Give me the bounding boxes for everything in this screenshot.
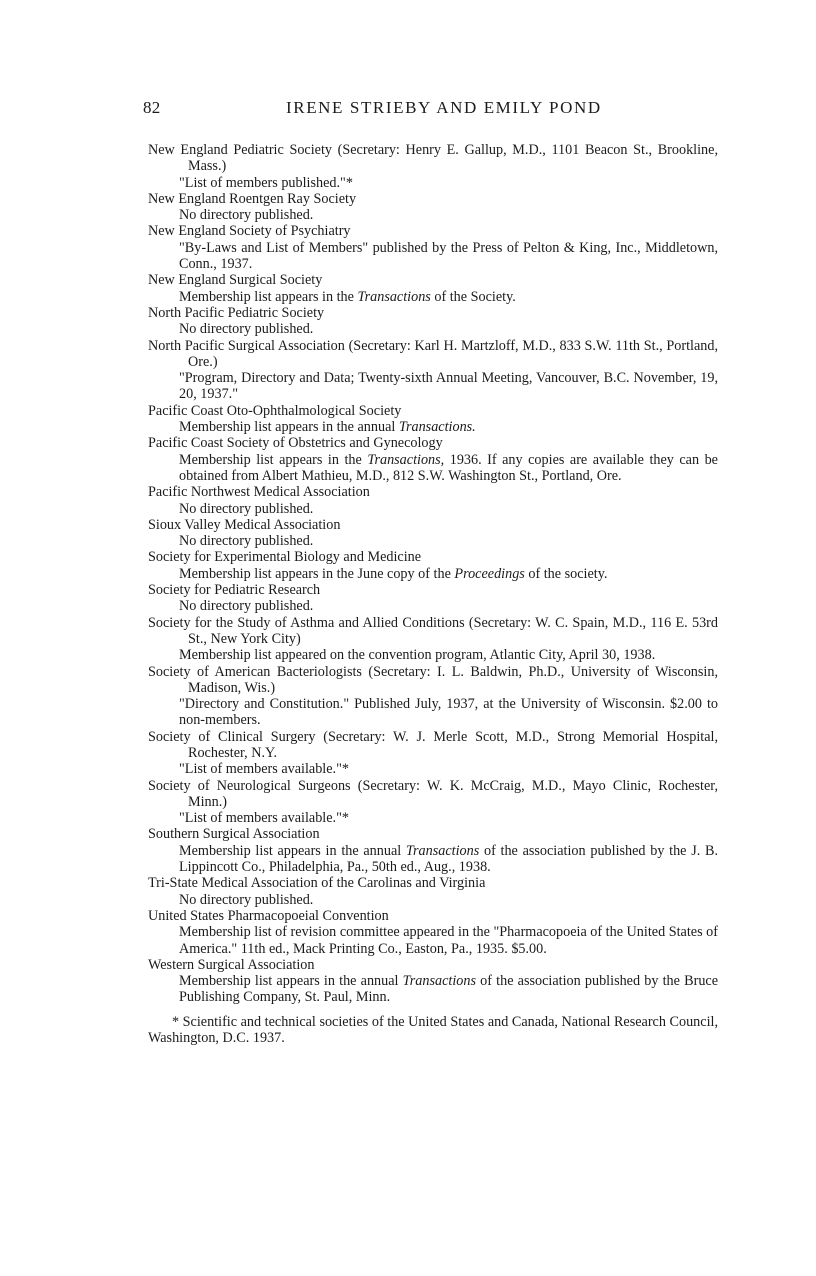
society-name: North Pacific Pediatric Society (148, 304, 325, 321)
running-head (143, 98, 718, 124)
directory-note: Membership list appears in the Transactions of the Society. (179, 288, 516, 305)
list-item (148, 582, 718, 615)
directory-note: No directory published. (179, 891, 314, 908)
list-item (148, 875, 718, 908)
society-name: New England Society of Psychiatry (148, 223, 351, 240)
society-name: New England Surgical Society (148, 272, 323, 289)
footnote: * Scientific and technical societies of the United States and Canada, National Research Council, Washington, D.C. 1937. (148, 1013, 718, 1047)
society-name: Sioux Valley Medical Association (148, 516, 341, 533)
directory-note: "List of members available."* (179, 761, 349, 778)
society-name: Tri-State Medical Association of the Carolinas and Virginia (148, 875, 486, 892)
document-page (143, 98, 719, 1047)
directory-note: No directory published. (179, 533, 314, 550)
society-name: Society of Neurological Surgeons (Secretary: W. K. McCraig, M.D., Mayo Clinic, Rochester, Minn.) (148, 777, 718, 810)
list-item (148, 142, 718, 191)
list-item (148, 272, 718, 305)
list-item (148, 778, 718, 827)
list-item (148, 223, 718, 272)
directory-note: No directory published. (179, 500, 314, 517)
society-name: Southern Surgical Association (148, 826, 320, 843)
publication-title: Transactions (405, 842, 480, 859)
publication-title: Transactions (402, 973, 476, 990)
society-name: Society for the Study of Asthma and Allied Conditions (Secretary: W. C. Spain, M.D., 116 E. 53rd St., New York City) (148, 614, 718, 647)
society-name: Society for Experimental Biology and Medicine (148, 549, 422, 566)
directory-note: No directory published. (179, 598, 314, 615)
list-item (148, 484, 718, 517)
publication-title: Transactions, (367, 451, 445, 468)
page-number: 82 (143, 98, 161, 117)
list-item (148, 957, 718, 1006)
list-item (148, 549, 718, 582)
directory-note: "List of members available."* (179, 810, 349, 827)
list-item (148, 908, 718, 957)
directory-note: Membership list appears in the annual Transactions of the association published by the J. B. Lippincott Co., Philadelphia, Pa., 50th ed., Aug., 1938. (179, 842, 719, 876)
directory-note: Membership list appears in the annual Transactions of the association published by the Bruce Publishing Company, St. Paul, Minn. (179, 973, 719, 1006)
society-list (148, 142, 718, 1006)
directory-note: No directory published. (179, 207, 314, 224)
list-item (148, 517, 718, 550)
publication-title: Proceedings (454, 565, 525, 582)
list-item (148, 191, 718, 224)
publication-title: Transactions. (398, 419, 476, 436)
society-name: New England Roentgen Ray Society (148, 190, 357, 207)
society-name: Pacific Coast Oto-Ophthalmological Society (148, 402, 402, 419)
list-item (148, 664, 718, 729)
list-item (148, 435, 718, 484)
society-name: Society for Pediatric Research (148, 582, 321, 599)
society-name: Pacific Northwest Medical Association (148, 484, 370, 501)
directory-note: Membership list appears in the annual Transactions. (179, 419, 476, 436)
list-item (148, 826, 718, 875)
society-name: United States Pharmacopoeial Convention (148, 907, 389, 924)
publication-title: Transactions (357, 288, 431, 305)
society-name: Society of Clinical Surgery (Secretary: W. J. Merle Scott, M.D., Strong Memorial Hospital, Rochester, N.Y. (148, 728, 718, 761)
directory-note: Membership list of revision committee appeared in the "Pharmacopoeia of the United States of America." 11th ed., Mack Printing Co., Easton, Pa., 1935. $5.00. (179, 924, 718, 957)
list-item (148, 615, 718, 664)
list-item (148, 338, 718, 403)
directory-note: Membership list appears in the June copy of the Proceedings of the society. (179, 565, 608, 582)
directory-note: Membership list appeared on the convention program, Atlantic City, April 30, 1938. (179, 647, 656, 664)
directory-note: "List of members published."* (179, 174, 353, 191)
list-item (148, 729, 718, 778)
directory-note: Membership list appears in the Transactions, 1936. If any copies are available they can be obtained from Albert Mathieu, M.D., 812 S.W. Washington St., Portland, Ore. (179, 451, 718, 484)
directory-note: "Program, Directory and Data; Twenty-sixth Annual Meeting, Vancouver, B.C. November, 19, 20, 1937." (179, 370, 718, 403)
society-name: Pacific Coast Society of Obstetrics and Gynecology (148, 435, 443, 452)
society-name: New England Pediatric Society (Secretary: Henry E. Gallup, M.D., 1101 Beacon St., Brookline, Mass.) (148, 142, 718, 175)
list-item (148, 403, 718, 436)
list-item (148, 305, 718, 338)
society-name: North Pacific Surgical Association (Secretary: Karl H. Martzloff, M.D., 833 S.W. 11th St., Portland, Ore.) (148, 337, 718, 370)
directory-note: "Directory and Constitution." Published July, 1937, at the University of Wisconsin. $2.00 to non-members. (179, 696, 718, 729)
running-title: IRENE STRIEBY AND EMILY POND (286, 98, 602, 117)
directory-note: "By-Laws and List of Members" published by the Press of Pelton & King, Inc., Middletown, Conn., 1937. (179, 239, 718, 273)
directory-note: No directory published. (179, 321, 314, 338)
society-name: Society of American Bacteriologists (Secretary: I. L. Baldwin, Ph.D., University of Wisconsin, Madison, Wis.) (148, 663, 718, 696)
society-name: Western Surgical Association (148, 956, 315, 973)
